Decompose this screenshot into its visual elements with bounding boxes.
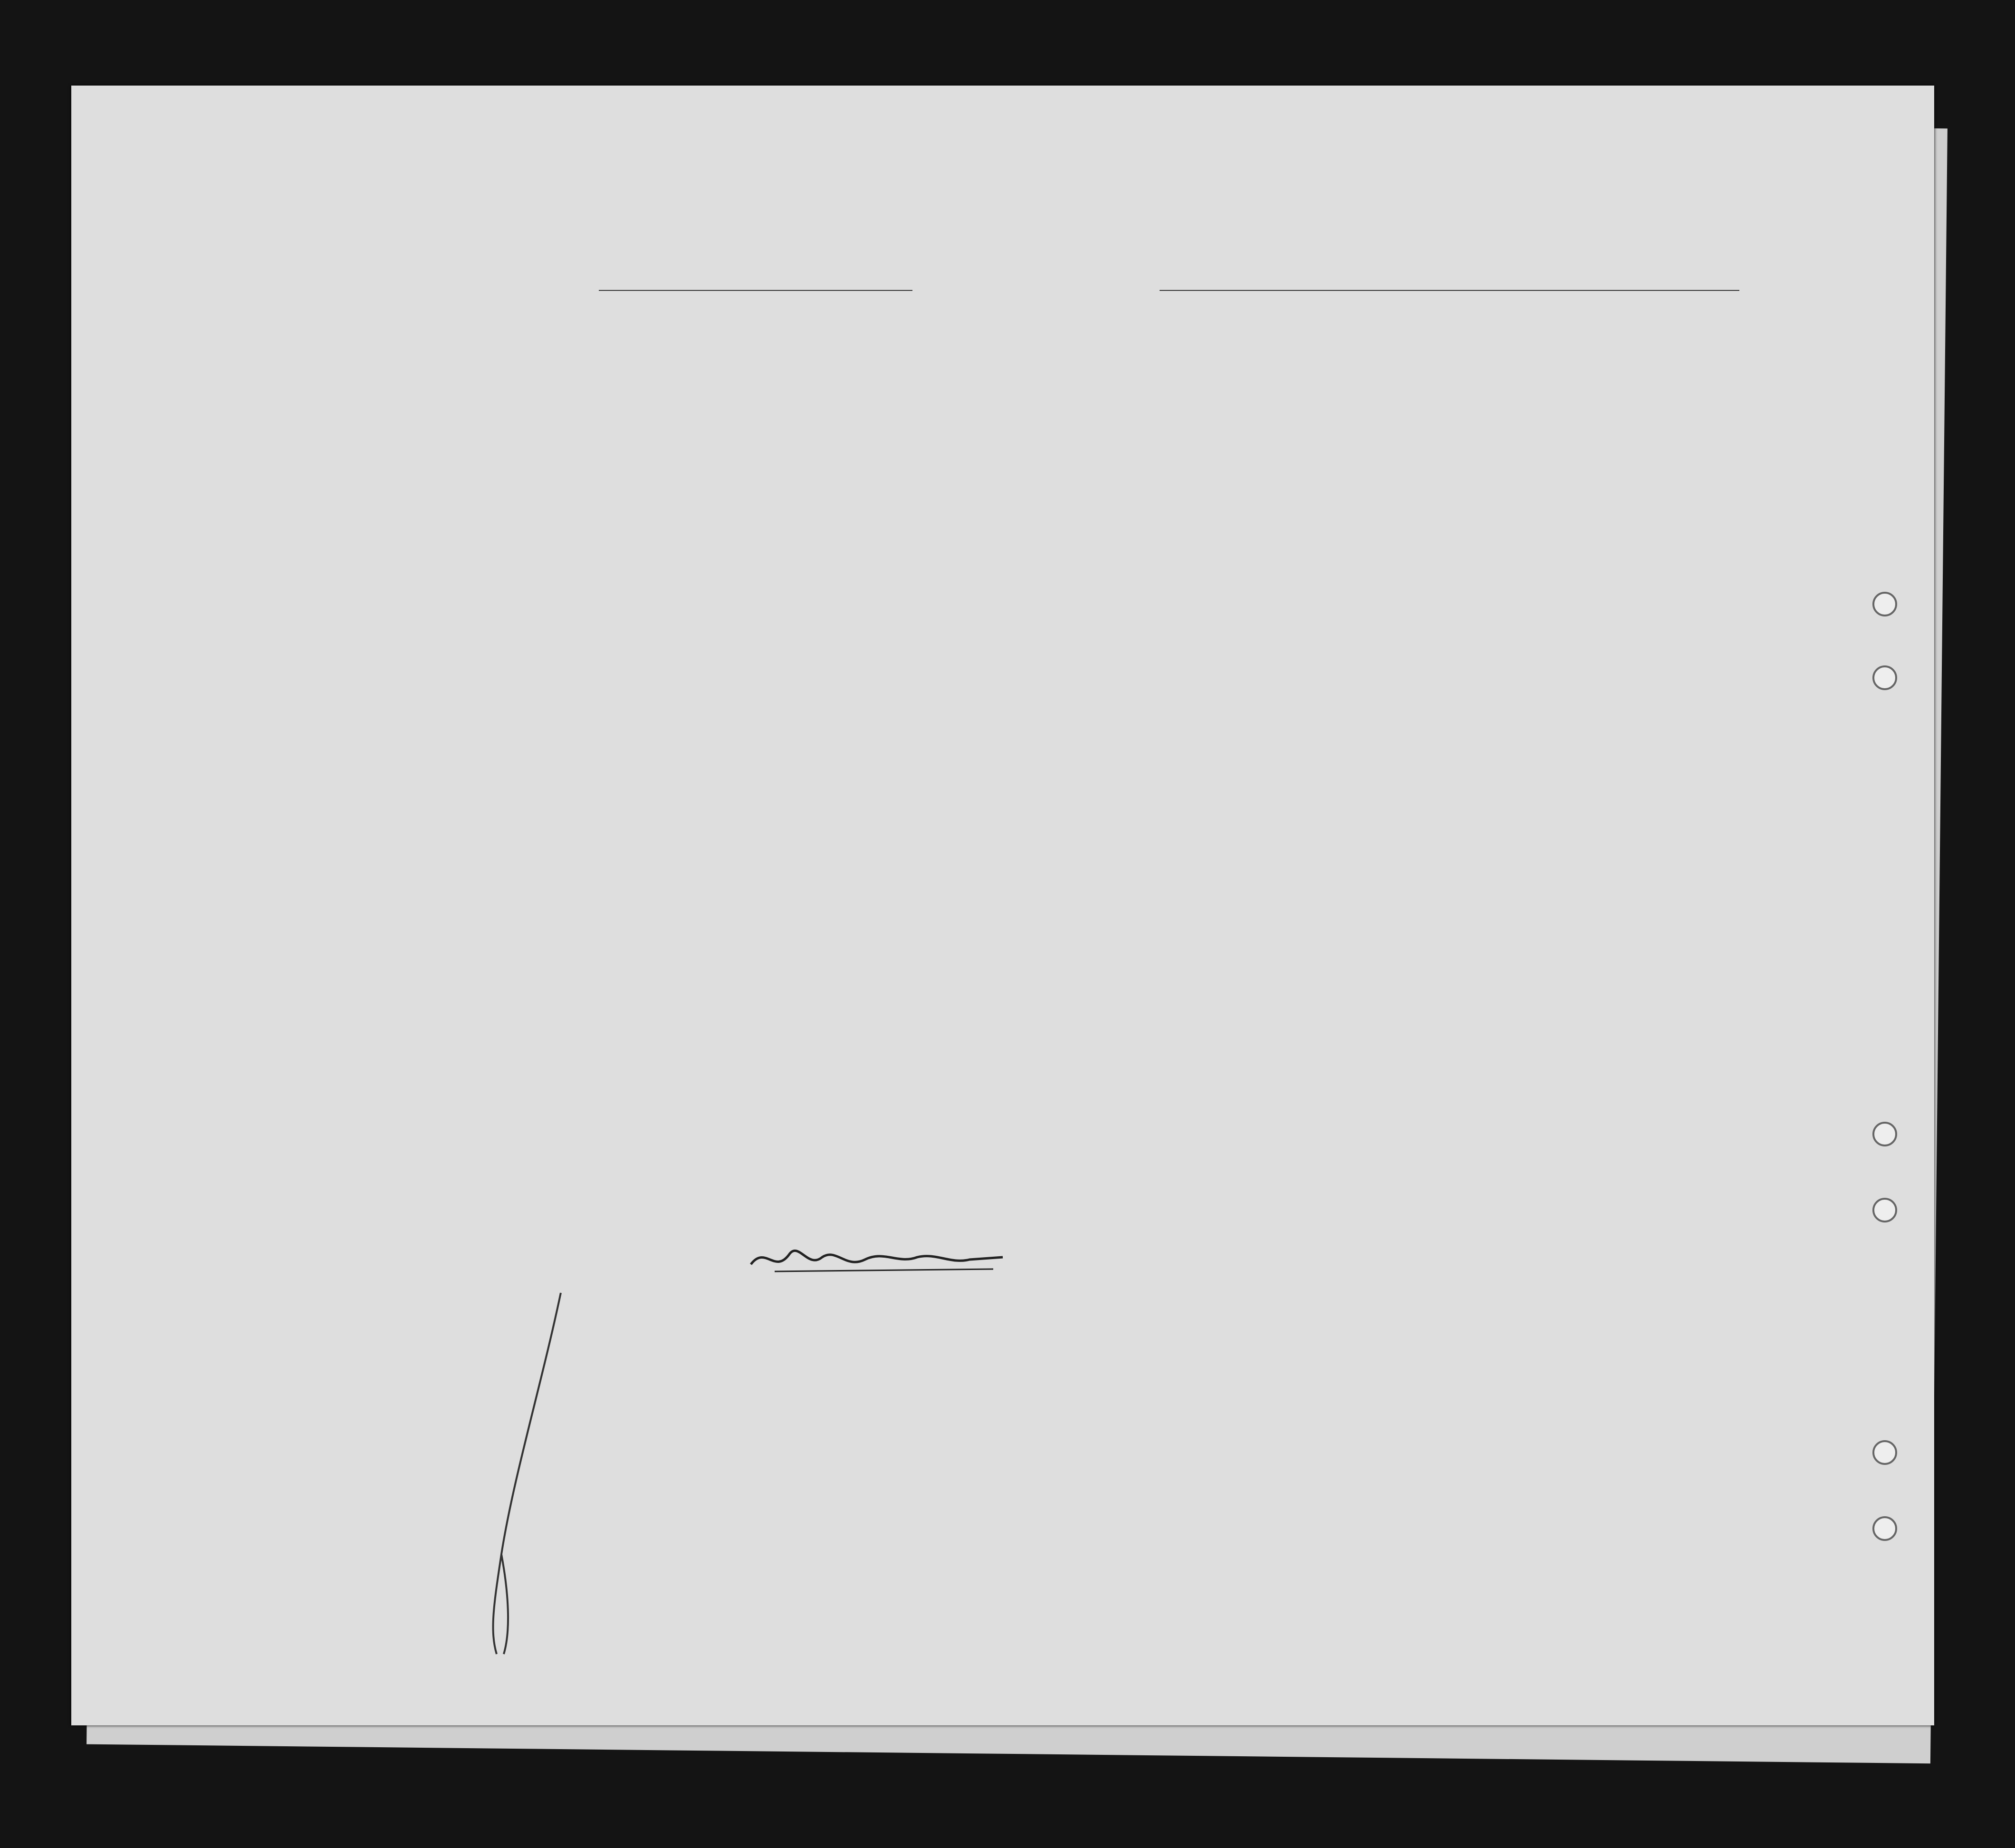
port-underline	[1160, 290, 1564, 291]
binder-hole	[1872, 1122, 1897, 1146]
pencil-stroke	[475, 1288, 570, 1659]
manifest-sheet	[71, 86, 1934, 1725]
inspector-signature	[746, 1236, 1012, 1279]
binder-hole	[1872, 665, 1897, 690]
binder-hole	[1872, 1516, 1897, 1541]
date-underline	[1521, 290, 1739, 291]
ship-underline	[599, 290, 912, 291]
binder-hole	[1872, 1440, 1897, 1465]
title-note	[466, 207, 1915, 222]
binder-hole	[1872, 1198, 1897, 1222]
binder-hole	[1872, 592, 1897, 616]
